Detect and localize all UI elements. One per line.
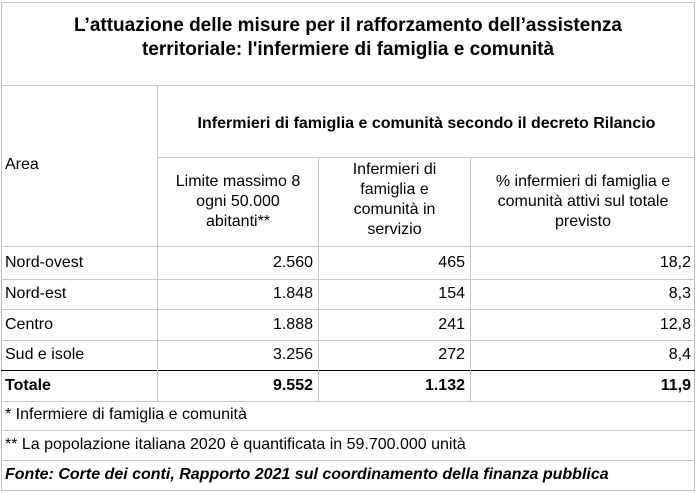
- footnote: ** La popolazione italiana 2020 è quantificata in 59.700.000 unità: [5, 436, 466, 453]
- row-limite: 1.888: [272, 316, 313, 333]
- total-percent: 11,9: [660, 377, 691, 394]
- grid-line: [1, 279, 695, 280]
- grid-line: [1, 246, 695, 247]
- grid-line: [1, 430, 695, 431]
- grid-line: [1, 340, 695, 341]
- grid-line: [1, 460, 695, 461]
- column-header-limite: Limite massimo 8 ogni 50.000 abitanti**: [175, 173, 301, 230]
- source-note: Fonte: Corte dei conti, Rapporto 2021 sul coordinamento della finanza pubblica: [5, 466, 609, 483]
- row-limite: 2.560: [272, 254, 313, 271]
- column-header-servizio: Infermieri di famiglia e comunità in servizio: [352, 161, 437, 238]
- total-servizio: 1.132: [424, 377, 465, 394]
- total-limite: 9.552: [272, 377, 313, 394]
- row-area: Nord-est: [5, 285, 67, 302]
- area-header: Area: [5, 156, 39, 173]
- total-separator-line: [1, 370, 695, 371]
- total-area: Totale: [5, 377, 51, 394]
- row-servizio: 465: [438, 254, 465, 271]
- grid-line: [1, 309, 695, 310]
- footnote: * Infermiere di famiglia e comunità: [5, 406, 247, 423]
- row-area: Centro: [5, 316, 54, 333]
- grid-line: [1, 401, 695, 402]
- row-servizio: 241: [438, 316, 465, 333]
- row-area: Nord-ovest: [5, 254, 84, 271]
- row-area: Sud e isole: [5, 346, 85, 363]
- title-line-1: L’attuazione delle misure per il rafforzamento dell’assistenza: [74, 15, 622, 36]
- row-percent: 8,3: [668, 285, 691, 302]
- row-percent: 18,2: [659, 254, 691, 271]
- column-header-percent: % infermieri di famiglia e comunità attivi sul totale previsto: [495, 173, 671, 230]
- row-percent: 8,4: [668, 346, 691, 363]
- title-line-2: territoriale: l'infermiere di famiglia e comunità: [141, 39, 555, 60]
- group-header: Infermieri di famiglia e comunità secondo il decreto Rilancio: [197, 115, 656, 132]
- page-title: [0, 14, 696, 62]
- row-servizio: 154: [438, 285, 465, 302]
- row-limite: 1.848: [272, 285, 313, 302]
- row-servizio: 272: [438, 346, 465, 363]
- row-limite: 3.256: [272, 346, 313, 363]
- grid-line: [1, 85, 695, 86]
- grid-line: [157, 157, 695, 158]
- row-percent: 12,8: [659, 316, 691, 333]
